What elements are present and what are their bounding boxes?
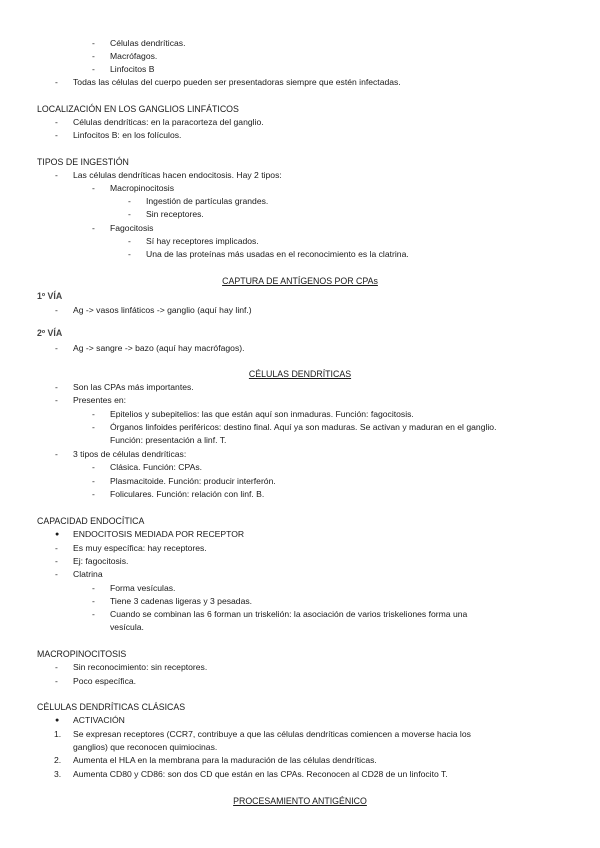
dash-marker: - [92, 596, 95, 606]
dash-marker: - [55, 343, 58, 353]
list-item: Linfocitos B [110, 64, 155, 74]
list-item: Fagocitosis [110, 223, 154, 233]
dash-marker: - [92, 476, 95, 486]
section-heading-capacidad: CAPACIDAD ENDOCÍTICA [37, 516, 145, 526]
dash-marker: - [128, 209, 131, 219]
dash-marker: - [92, 183, 95, 193]
list-item: Epitelios y subepitelios: las que están aquí son inmaduras. Función: fagocitosis. [110, 409, 414, 419]
dash-marker: - [92, 422, 95, 432]
section-title-celulas [0, 369, 600, 380]
section-heading-macropino: MACROPINOCITOSIS [37, 649, 127, 659]
section-heading-localizacion: LOCALIZACIÓN EN LOS GANGLIOS LINFÁTICOS [37, 104, 239, 114]
list-item: Clatrina [73, 569, 103, 579]
dash-marker: - [55, 170, 58, 180]
list-item: 3 tipos de células dendríticas: [73, 449, 187, 459]
section-title-procesamiento [0, 796, 600, 807]
list-item: Foliculares. Función: relación con linf. B. [110, 489, 265, 499]
list-item: Órganos linfoides periféricos: destino final. Aquí ya son maduras. Se activan y maduran en el ganglio. [110, 422, 497, 432]
list-item-continuation: ganglios) que reconocen quimiocinas. [73, 742, 218, 752]
list-item: Poco específica. [73, 676, 137, 686]
number-marker: 1. [54, 729, 62, 739]
dash-marker: - [92, 223, 95, 233]
list-item: Linfocitos B: en los folículos. [73, 130, 182, 140]
dash-marker: - [55, 395, 58, 405]
list-item: Sí hay receptores implicados. [146, 236, 259, 246]
list-item: Presentes en: [73, 395, 127, 405]
dash-marker: - [55, 130, 58, 140]
list-item-continuation: vesícula. [110, 622, 144, 632]
list-item: Forma vesículas. [110, 583, 176, 593]
dash-marker: - [128, 236, 131, 246]
list-item: Ej: fagocitosis. [73, 556, 129, 566]
dash-marker: - [92, 64, 95, 74]
dash-marker: - [92, 38, 95, 48]
section-heading-tipos: TIPOS DE INGESTIÓN [37, 157, 129, 167]
list-item: Sin reconocimiento: sin receptores. [73, 662, 208, 672]
list-item: Clásica. Función: CPAs. [110, 462, 203, 472]
list-item: Aumenta CD80 y CD86: son dos CD que están en las CPAs. Reconocen al CD28 de un linfocito T. [73, 769, 448, 779]
dash-marker: - [55, 556, 58, 566]
dash-marker: - [92, 51, 95, 61]
dash-marker: - [55, 676, 58, 686]
via2-label: 2º VÍA [37, 328, 63, 338]
list-item: Las células dendríticas hacen endocitosis. Hay 2 tipos: [73, 170, 282, 180]
list-item: Macrófagos. [110, 51, 158, 61]
dash-marker: - [55, 543, 58, 553]
list-item: ACTIVACIÓN [73, 715, 125, 725]
list-item: Son las CPAs más importantes. [73, 382, 194, 392]
dash-marker: - [92, 583, 95, 593]
list-item: Plasmacitoide. Función: producir interferón. [110, 476, 276, 486]
dash-marker: - [55, 449, 58, 459]
list-item: Células dendríticas. [110, 38, 186, 48]
list-item: Una de las proteínas más usadas en el reconocimiento es la clatrina. [146, 249, 409, 259]
dash-marker: - [55, 117, 58, 127]
section-title-celulas-text: CÉLULAS DENDRÍTICAS [248, 369, 352, 379]
list-item: Ag -> vasos linfáticos -> ganglio (aquí hay linf.) [73, 305, 252, 315]
number-marker: 2. [54, 755, 62, 765]
list-item: Macropinocitosis [110, 183, 174, 193]
dash-marker: - [55, 305, 58, 315]
dash-marker: - [128, 196, 131, 206]
dash-marker: - [55, 662, 58, 672]
section-title-procesamiento-text: PROCESAMIENTO ANTIGÉNICO [233, 796, 367, 806]
dash-marker: - [92, 489, 95, 499]
list-item: Tiene 3 cadenas ligeras y 3 pesadas. [110, 596, 253, 606]
list-item: Sin receptores. [146, 209, 204, 219]
list-item: Todas las células del cuerpo pueden ser presentadoras siempre que estén infectadas. [73, 77, 401, 87]
dash-marker: - [128, 249, 131, 259]
list-item: Cuando se combinan las 6 forman un triskelión: la asociación de varios triskeliones forma una [110, 609, 468, 619]
list-item: Aumenta el HLA en la membrana para la maduración de las células dendríticas. [73, 755, 377, 765]
dash-marker: - [92, 409, 95, 419]
list-item: Células dendríticas: en la paracorteza del ganglio. [73, 117, 264, 127]
dash-marker: - [92, 462, 95, 472]
section-title-captura-text: CAPTURA DE ANTÍGENOS POR CPAs [222, 276, 378, 286]
list-item: Ag -> sangre -> bazo (aquí hay macrófagos). [73, 343, 245, 353]
list-item: Ingestión de partículas grandes. [146, 196, 269, 206]
dash-marker: - [92, 609, 95, 619]
section-heading-clasicas: CÉLULAS DENDRÍTICAS CLÁSICAS [37, 702, 186, 712]
dash-marker: - [55, 569, 58, 579]
list-item: ENDOCITOSIS MEDIADA POR RECEPTOR [73, 529, 245, 539]
bullet-marker: ● [55, 531, 60, 538]
dash-marker: - [55, 382, 58, 392]
list-item-continuation: Función: presentación a linf. T. [110, 435, 227, 445]
section-title-captura [0, 276, 600, 287]
bullet-marker: ● [55, 717, 60, 724]
via1-label: 1º VÍA [37, 291, 63, 301]
list-item: Se expresan receptores (CCR7, contribuye a que las células dendríticas comiencen a moverse hacia los [73, 729, 471, 739]
list-item: Es muy específica: hay receptores. [73, 543, 207, 553]
number-marker: 3. [54, 769, 62, 779]
dash-marker: - [55, 77, 58, 87]
